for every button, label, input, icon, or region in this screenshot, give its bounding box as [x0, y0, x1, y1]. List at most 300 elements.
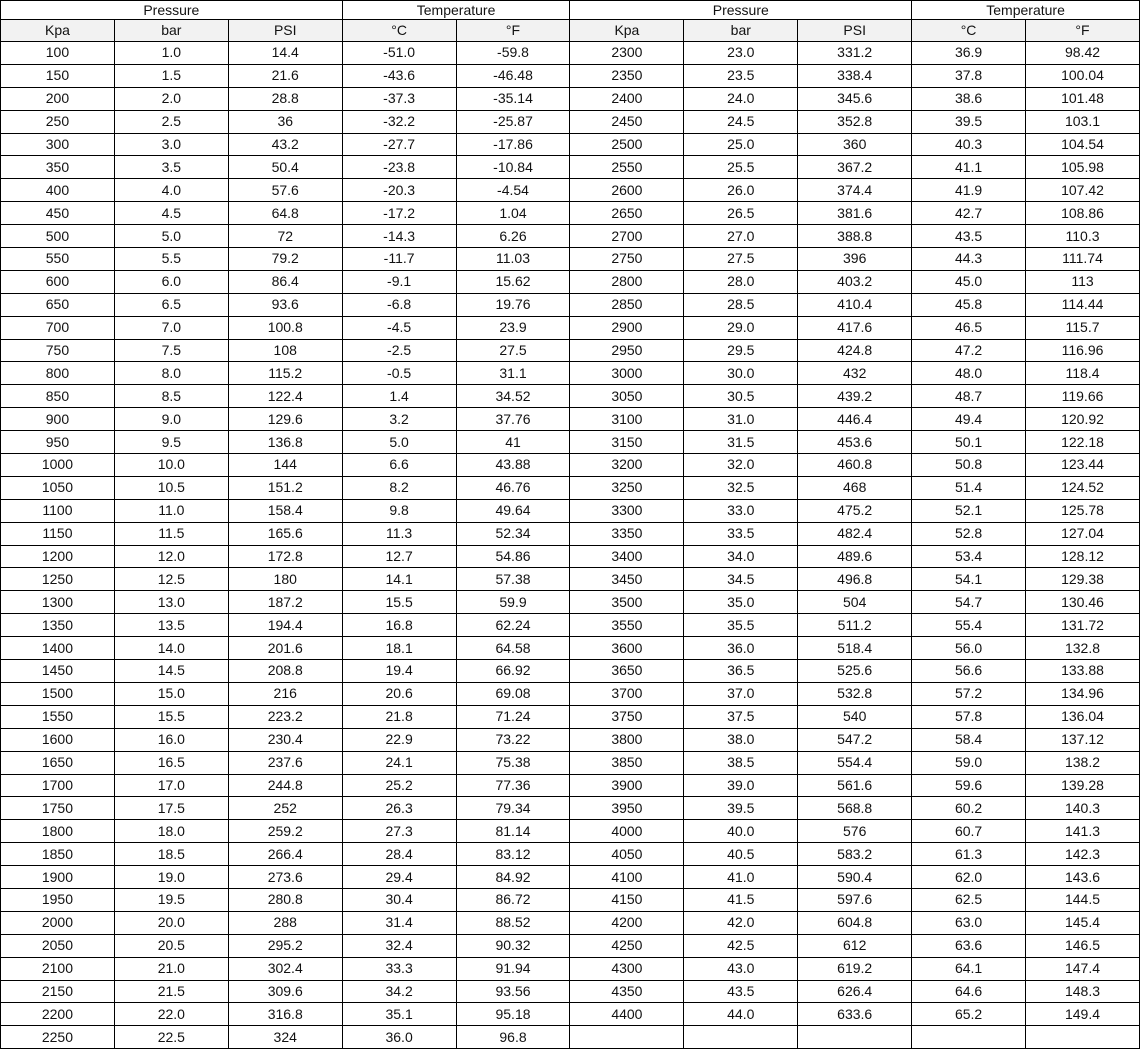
right-fahrenheit-cell: 118.4: [1026, 362, 1140, 385]
right-fahrenheit-cell: 116.96: [1026, 339, 1140, 362]
right-psi-cell: 396: [798, 248, 912, 271]
table-row: [1, 705, 1140, 728]
right-fahrenheit-cell: 128.12: [1026, 545, 1140, 568]
table-row: [1, 614, 1140, 637]
left-psi-cell: 216: [228, 682, 342, 705]
right-fahrenheit-cell: 130.46: [1026, 591, 1140, 614]
left-bar-cell: 11.5: [114, 522, 228, 545]
left-celsius-cell: 15.5: [342, 591, 456, 614]
table-row: [1, 591, 1140, 614]
left-psi-cell: 158.4: [228, 499, 342, 522]
left-fahrenheit-cell: 69.08: [456, 682, 570, 705]
table-row: [1, 42, 1140, 65]
right-psi-cell: 403.2: [798, 270, 912, 293]
left-celsius-cell: -4.5: [342, 316, 456, 339]
left-celsius-cell: 25.2: [342, 774, 456, 797]
right-bar-cell: 35.5: [684, 614, 798, 637]
right-celsius-cell: 57.2: [912, 682, 1026, 705]
left-celsius-cell: 24.1: [342, 751, 456, 774]
left-psi-cell: 72: [228, 225, 342, 248]
right-fahrenheit-cell: 137.12: [1026, 728, 1140, 751]
right-psi-cell: 338.4: [798, 64, 912, 87]
right-fahrenheit-cell: 149.4: [1026, 1003, 1140, 1026]
right-fahrenheit-cell: 98.42: [1026, 42, 1140, 65]
left-bar-cell: 22.0: [114, 1003, 228, 1026]
right-fahrenheit-cell: 122.18: [1026, 431, 1140, 454]
left-celsius-cell: 31.4: [342, 911, 456, 934]
right-bar-cell: 36.0: [684, 637, 798, 660]
right-bar-cell: 35.0: [684, 591, 798, 614]
right-fahrenheit-cell: 107.42: [1026, 179, 1140, 202]
right-psi-cell: 345.6: [798, 87, 912, 110]
right-celsius-cell: 61.3: [912, 843, 1026, 866]
right-celsius-cell: 47.2: [912, 339, 1026, 362]
left-bar-cell: 21.5: [114, 980, 228, 1003]
left-kpa-cell: 1200: [1, 545, 115, 568]
left-bar-cell: 18.5: [114, 843, 228, 866]
left-bar-cell: 7.0: [114, 316, 228, 339]
right-kpa-cell: 3050: [570, 385, 684, 408]
left-celsius-cell: -9.1: [342, 270, 456, 293]
right-fahrenheit-cell: 134.96: [1026, 682, 1140, 705]
table-row: [1, 110, 1140, 133]
table-row: [1, 751, 1140, 774]
right-bar-cell: 30.0: [684, 362, 798, 385]
left-fahrenheit-cell: 1.04: [456, 202, 570, 225]
left-bar-cell: 12.0: [114, 545, 228, 568]
left-bar-cell: 3.5: [114, 156, 228, 179]
table-row: [1, 660, 1140, 683]
left-kpa-cell: 600: [1, 270, 115, 293]
right-psi-cell: 626.4: [798, 980, 912, 1003]
table-row: [1, 408, 1140, 431]
left-bar-cell: 13.0: [114, 591, 228, 614]
right-psi-cell: 388.8: [798, 225, 912, 248]
right-bar-cell: 24.0: [684, 87, 798, 110]
table-row: [1, 774, 1140, 797]
right-celsius-cell: 39.5: [912, 110, 1026, 133]
left-fahrenheit-cell: 83.12: [456, 843, 570, 866]
right-celsius-cell: 36.9: [912, 42, 1026, 65]
right-celsius-cell: 48.0: [912, 362, 1026, 385]
right-bar-cell: 41.0: [684, 866, 798, 889]
left-bar-cell: 4.0: [114, 179, 228, 202]
right-bar-cell: 43.0: [684, 957, 798, 980]
right-fahrenheit-cell: 105.98: [1026, 156, 1140, 179]
right-celsius-cell: 65.2: [912, 1003, 1026, 1026]
left-fahrenheit-cell: 75.38: [456, 751, 570, 774]
right-celsius-cell: 42.7: [912, 202, 1026, 225]
column-header-fahrenheit: °F: [456, 20, 570, 42]
left-celsius-cell: -37.3: [342, 87, 456, 110]
right-kpa-cell: 3950: [570, 797, 684, 820]
table-row: [1, 499, 1140, 522]
table-row: [1, 568, 1140, 591]
right-bar-cell: 33.0: [684, 499, 798, 522]
left-kpa-cell: 1500: [1, 682, 115, 705]
right-psi-cell: 475.2: [798, 499, 912, 522]
right-psi-cell: 604.8: [798, 911, 912, 934]
left-fahrenheit-cell: 46.76: [456, 476, 570, 499]
column-header-celsius: °C: [342, 20, 456, 42]
right-celsius-cell: 60.2: [912, 797, 1026, 820]
left-kpa-cell: 2100: [1, 957, 115, 980]
right-psi-cell: 417.6: [798, 316, 912, 339]
right-bar-cell: 23.5: [684, 64, 798, 87]
right-kpa-cell: 2950: [570, 339, 684, 362]
right-psi-cell: 554.4: [798, 751, 912, 774]
right-kpa-cell: 3250: [570, 476, 684, 499]
right-kpa-cell: 3500: [570, 591, 684, 614]
left-psi-cell: 36: [228, 110, 342, 133]
left-fahrenheit-cell: 96.8: [456, 1026, 570, 1049]
left-kpa-cell: 700: [1, 316, 115, 339]
left-psi-cell: 266.4: [228, 843, 342, 866]
left-kpa-cell: 2050: [1, 934, 115, 957]
right-kpa-cell: 3800: [570, 728, 684, 751]
right-fahrenheit-cell: 124.52: [1026, 476, 1140, 499]
left-celsius-cell: 1.4: [342, 385, 456, 408]
left-bar-cell: 2.5: [114, 110, 228, 133]
table-row: [1, 843, 1140, 866]
right-psi-cell: 367.2: [798, 156, 912, 179]
right-fahrenheit-cell: 142.3: [1026, 843, 1140, 866]
left-bar-cell: 9.0: [114, 408, 228, 431]
column-header-kpa: Kpa: [1, 20, 115, 42]
right-bar-cell: 27.5: [684, 248, 798, 271]
left-celsius-cell: -6.8: [342, 293, 456, 316]
group-header-row: [1, 1, 1140, 20]
right-bar-cell: 26.0: [684, 179, 798, 202]
right-kpa-cell: 2300: [570, 42, 684, 65]
left-bar-cell: 1.0: [114, 42, 228, 65]
left-psi-cell: 237.6: [228, 751, 342, 774]
left-celsius-cell: 18.1: [342, 637, 456, 660]
left-psi-cell: 100.8: [228, 316, 342, 339]
left-kpa-cell: 1000: [1, 454, 115, 477]
left-bar-cell: 15.5: [114, 705, 228, 728]
right-kpa-cell: 2650: [570, 202, 684, 225]
right-psi-cell: 540: [798, 705, 912, 728]
left-kpa-cell: 850: [1, 385, 115, 408]
left-kpa-cell: 1450: [1, 660, 115, 683]
table-row: [1, 385, 1140, 408]
table-row: [1, 133, 1140, 156]
table-row: [1, 637, 1140, 660]
left-kpa-cell: 1150: [1, 522, 115, 545]
left-psi-cell: 57.6: [228, 179, 342, 202]
left-bar-cell: 18.0: [114, 820, 228, 843]
column-header-kpa: Kpa: [570, 20, 684, 42]
left-kpa-cell: 2150: [1, 980, 115, 1003]
left-psi-cell: 280.8: [228, 888, 342, 911]
right-celsius-cell: 59.6: [912, 774, 1026, 797]
right-bar-cell: 31.5: [684, 431, 798, 454]
table-row: [1, 270, 1140, 293]
right-fahrenheit-cell: 113: [1026, 270, 1140, 293]
right-psi-cell: 561.6: [798, 774, 912, 797]
right-celsius-cell: 53.4: [912, 545, 1026, 568]
left-bar-cell: 4.5: [114, 202, 228, 225]
left-bar-cell: 10.5: [114, 476, 228, 499]
right-fahrenheit-cell: 127.04: [1026, 522, 1140, 545]
left-psi-cell: 273.6: [228, 866, 342, 889]
left-celsius-cell: -17.2: [342, 202, 456, 225]
right-bar-cell: [684, 1026, 798, 1049]
right-fahrenheit-cell: 111.74: [1026, 248, 1140, 271]
left-kpa-cell: 150: [1, 64, 115, 87]
left-psi-cell: 208.8: [228, 660, 342, 683]
left-bar-cell: 1.5: [114, 64, 228, 87]
left-celsius-cell: 8.2: [342, 476, 456, 499]
right-bar-cell: 24.5: [684, 110, 798, 133]
column-header-row: [1, 20, 1140, 42]
left-bar-cell: 2.0: [114, 87, 228, 110]
left-kpa-cell: 400: [1, 179, 115, 202]
left-fahrenheit-cell: 64.58: [456, 637, 570, 660]
right-kpa-cell: [570, 1026, 684, 1049]
right-fahrenheit-cell: 136.04: [1026, 705, 1140, 728]
right-bar-cell: 43.5: [684, 980, 798, 1003]
right-celsius-cell: 60.7: [912, 820, 1026, 843]
column-header-bar: bar: [684, 20, 798, 42]
left-psi-cell: 180: [228, 568, 342, 591]
left-psi-cell: 324: [228, 1026, 342, 1049]
table-row: [1, 339, 1140, 362]
right-psi-cell: 576: [798, 820, 912, 843]
left-kpa-cell: 1600: [1, 728, 115, 751]
left-bar-cell: 12.5: [114, 568, 228, 591]
right-celsius-cell: 46.5: [912, 316, 1026, 339]
left-kpa-cell: 950: [1, 431, 115, 454]
left-fahrenheit-cell: 57.38: [456, 568, 570, 591]
right-bar-cell: 40.5: [684, 843, 798, 866]
left-celsius-cell: 32.4: [342, 934, 456, 957]
right-psi-cell: 511.2: [798, 614, 912, 637]
right-psi-cell: 590.4: [798, 866, 912, 889]
right-celsius-cell: 41.9: [912, 179, 1026, 202]
right-kpa-cell: 2350: [570, 64, 684, 87]
right-psi-cell: 525.6: [798, 660, 912, 683]
table-row: [1, 179, 1140, 202]
right-psi-cell: 381.6: [798, 202, 912, 225]
left-celsius-cell: -23.8: [342, 156, 456, 179]
left-psi-cell: 252: [228, 797, 342, 820]
left-psi-cell: 223.2: [228, 705, 342, 728]
right-psi-cell: 489.6: [798, 545, 912, 568]
left-kpa-cell: 1950: [1, 888, 115, 911]
left-bar-cell: 16.5: [114, 751, 228, 774]
left-kpa-cell: 2000: [1, 911, 115, 934]
left-psi-cell: 115.2: [228, 362, 342, 385]
table-row: [1, 225, 1140, 248]
right-bar-cell: 32.5: [684, 476, 798, 499]
left-fahrenheit-cell: 31.1: [456, 362, 570, 385]
table-row: [1, 156, 1140, 179]
right-bar-cell: 38.0: [684, 728, 798, 751]
left-celsius-cell: -20.3: [342, 179, 456, 202]
left-kpa-cell: 2200: [1, 1003, 115, 1026]
left-psi-cell: 194.4: [228, 614, 342, 637]
right-fahrenheit-cell: 148.3: [1026, 980, 1140, 1003]
table-row: [1, 1003, 1140, 1026]
right-bar-cell: 37.0: [684, 682, 798, 705]
left-psi-cell: 230.4: [228, 728, 342, 751]
right-kpa-cell: 3450: [570, 568, 684, 591]
right-kpa-cell: 2450: [570, 110, 684, 133]
right-kpa-cell: 2600: [570, 179, 684, 202]
right-psi-cell: 360: [798, 133, 912, 156]
table-row: [1, 362, 1140, 385]
left-bar-cell: 6.0: [114, 270, 228, 293]
right-bar-cell: 36.5: [684, 660, 798, 683]
left-psi-cell: 86.4: [228, 270, 342, 293]
right-celsius-cell: 62.0: [912, 866, 1026, 889]
right-kpa-cell: 3300: [570, 499, 684, 522]
left-bar-cell: 14.0: [114, 637, 228, 660]
table-row: [1, 248, 1140, 271]
left-kpa-cell: 1850: [1, 843, 115, 866]
left-celsius-cell: 26.3: [342, 797, 456, 820]
table-row: [1, 293, 1140, 316]
right-celsius-cell: 45.8: [912, 293, 1026, 316]
right-temperature-group-header: Temperature: [912, 1, 1140, 20]
left-bar-cell: 14.5: [114, 660, 228, 683]
right-psi-cell: 439.2: [798, 385, 912, 408]
column-header-fahrenheit: °F: [1026, 20, 1140, 42]
left-celsius-cell: 14.1: [342, 568, 456, 591]
right-kpa-cell: 3200: [570, 454, 684, 477]
right-psi-cell: 432: [798, 362, 912, 385]
right-psi-cell: 496.8: [798, 568, 912, 591]
left-fahrenheit-cell: -46.48: [456, 64, 570, 87]
right-psi-cell: 532.8: [798, 682, 912, 705]
right-celsius-cell: 48.7: [912, 385, 1026, 408]
right-psi-cell: 331.2: [798, 42, 912, 65]
right-celsius-cell: 59.0: [912, 751, 1026, 774]
right-celsius-cell: 58.4: [912, 728, 1026, 751]
right-celsius-cell: 44.3: [912, 248, 1026, 271]
right-fahrenheit-cell: 139.28: [1026, 774, 1140, 797]
left-fahrenheit-cell: 71.24: [456, 705, 570, 728]
right-fahrenheit-cell: 146.5: [1026, 934, 1140, 957]
right-celsius-cell: 56.6: [912, 660, 1026, 683]
left-psi-cell: 21.6: [228, 64, 342, 87]
table-row: [1, 911, 1140, 934]
left-bar-cell: 8.0: [114, 362, 228, 385]
right-celsius-cell: 50.8: [912, 454, 1026, 477]
left-fahrenheit-cell: -17.86: [456, 133, 570, 156]
right-bar-cell: 25.5: [684, 156, 798, 179]
left-psi-cell: 244.8: [228, 774, 342, 797]
right-celsius-cell: 56.0: [912, 637, 1026, 660]
right-fahrenheit-cell: 123.44: [1026, 454, 1140, 477]
right-bar-cell: 39.0: [684, 774, 798, 797]
right-kpa-cell: 3650: [570, 660, 684, 683]
right-celsius-cell: 37.8: [912, 64, 1026, 87]
right-celsius-cell: 38.6: [912, 87, 1026, 110]
left-bar-cell: 19.0: [114, 866, 228, 889]
right-psi-cell: 547.2: [798, 728, 912, 751]
left-bar-cell: 3.0: [114, 133, 228, 156]
left-psi-cell: 129.6: [228, 408, 342, 431]
left-fahrenheit-cell: 90.32: [456, 934, 570, 957]
right-fahrenheit-cell: 145.4: [1026, 911, 1140, 934]
left-celsius-cell: 22.9: [342, 728, 456, 751]
left-fahrenheit-cell: 77.36: [456, 774, 570, 797]
right-celsius-cell: 54.1: [912, 568, 1026, 591]
left-kpa-cell: 2250: [1, 1026, 115, 1049]
left-kpa-cell: 250: [1, 110, 115, 133]
left-fahrenheit-cell: 34.52: [456, 385, 570, 408]
right-celsius-cell: 45.0: [912, 270, 1026, 293]
column-header-psi: PSI: [228, 20, 342, 42]
right-fahrenheit-cell: 132.8: [1026, 637, 1140, 660]
left-celsius-cell: 12.7: [342, 545, 456, 568]
left-celsius-cell: 29.4: [342, 866, 456, 889]
left-celsius-cell: -14.3: [342, 225, 456, 248]
right-psi-cell: 597.6: [798, 888, 912, 911]
right-celsius-cell: 54.7: [912, 591, 1026, 614]
right-bar-cell: 31.0: [684, 408, 798, 431]
right-psi-cell: [798, 1026, 912, 1049]
right-kpa-cell: 3850: [570, 751, 684, 774]
left-celsius-cell: 3.2: [342, 408, 456, 431]
left-celsius-cell: 28.4: [342, 843, 456, 866]
left-psi-cell: 151.2: [228, 476, 342, 499]
right-kpa-cell: 3750: [570, 705, 684, 728]
left-kpa-cell: 1050: [1, 476, 115, 499]
right-fahrenheit-cell: [1026, 1026, 1140, 1049]
right-bar-cell: 34.5: [684, 568, 798, 591]
left-celsius-cell: -0.5: [342, 362, 456, 385]
right-kpa-cell: 4350: [570, 980, 684, 1003]
right-kpa-cell: 4150: [570, 888, 684, 911]
left-psi-cell: 14.4: [228, 42, 342, 65]
right-bar-cell: 30.5: [684, 385, 798, 408]
right-psi-cell: 453.6: [798, 431, 912, 454]
left-psi-cell: 302.4: [228, 957, 342, 980]
table-row: [1, 431, 1140, 454]
left-kpa-cell: 1400: [1, 637, 115, 660]
left-celsius-cell: 16.8: [342, 614, 456, 637]
right-bar-cell: 40.0: [684, 820, 798, 843]
left-celsius-cell: 36.0: [342, 1026, 456, 1049]
left-celsius-cell: 34.2: [342, 980, 456, 1003]
left-bar-cell: 8.5: [114, 385, 228, 408]
left-celsius-cell: 33.3: [342, 957, 456, 980]
left-bar-cell: 22.5: [114, 1026, 228, 1049]
right-celsius-cell: 43.5: [912, 225, 1026, 248]
left-fahrenheit-cell: 95.18: [456, 1003, 570, 1026]
left-bar-cell: 16.0: [114, 728, 228, 751]
right-psi-cell: 424.8: [798, 339, 912, 362]
right-fahrenheit-cell: 131.72: [1026, 614, 1140, 637]
right-celsius-cell: 52.8: [912, 522, 1026, 545]
left-fahrenheit-cell: 73.22: [456, 728, 570, 751]
left-fahrenheit-cell: 41: [456, 431, 570, 454]
right-celsius-cell: 40.3: [912, 133, 1026, 156]
right-bar-cell: 44.0: [684, 1003, 798, 1026]
right-bar-cell: 33.5: [684, 522, 798, 545]
left-kpa-cell: 100: [1, 42, 115, 65]
column-header-psi: PSI: [798, 20, 912, 42]
right-celsius-cell: 52.1: [912, 499, 1026, 522]
right-fahrenheit-cell: 120.92: [1026, 408, 1140, 431]
right-celsius-cell: 41.1: [912, 156, 1026, 179]
table-row: [1, 202, 1140, 225]
left-celsius-cell: 30.4: [342, 888, 456, 911]
